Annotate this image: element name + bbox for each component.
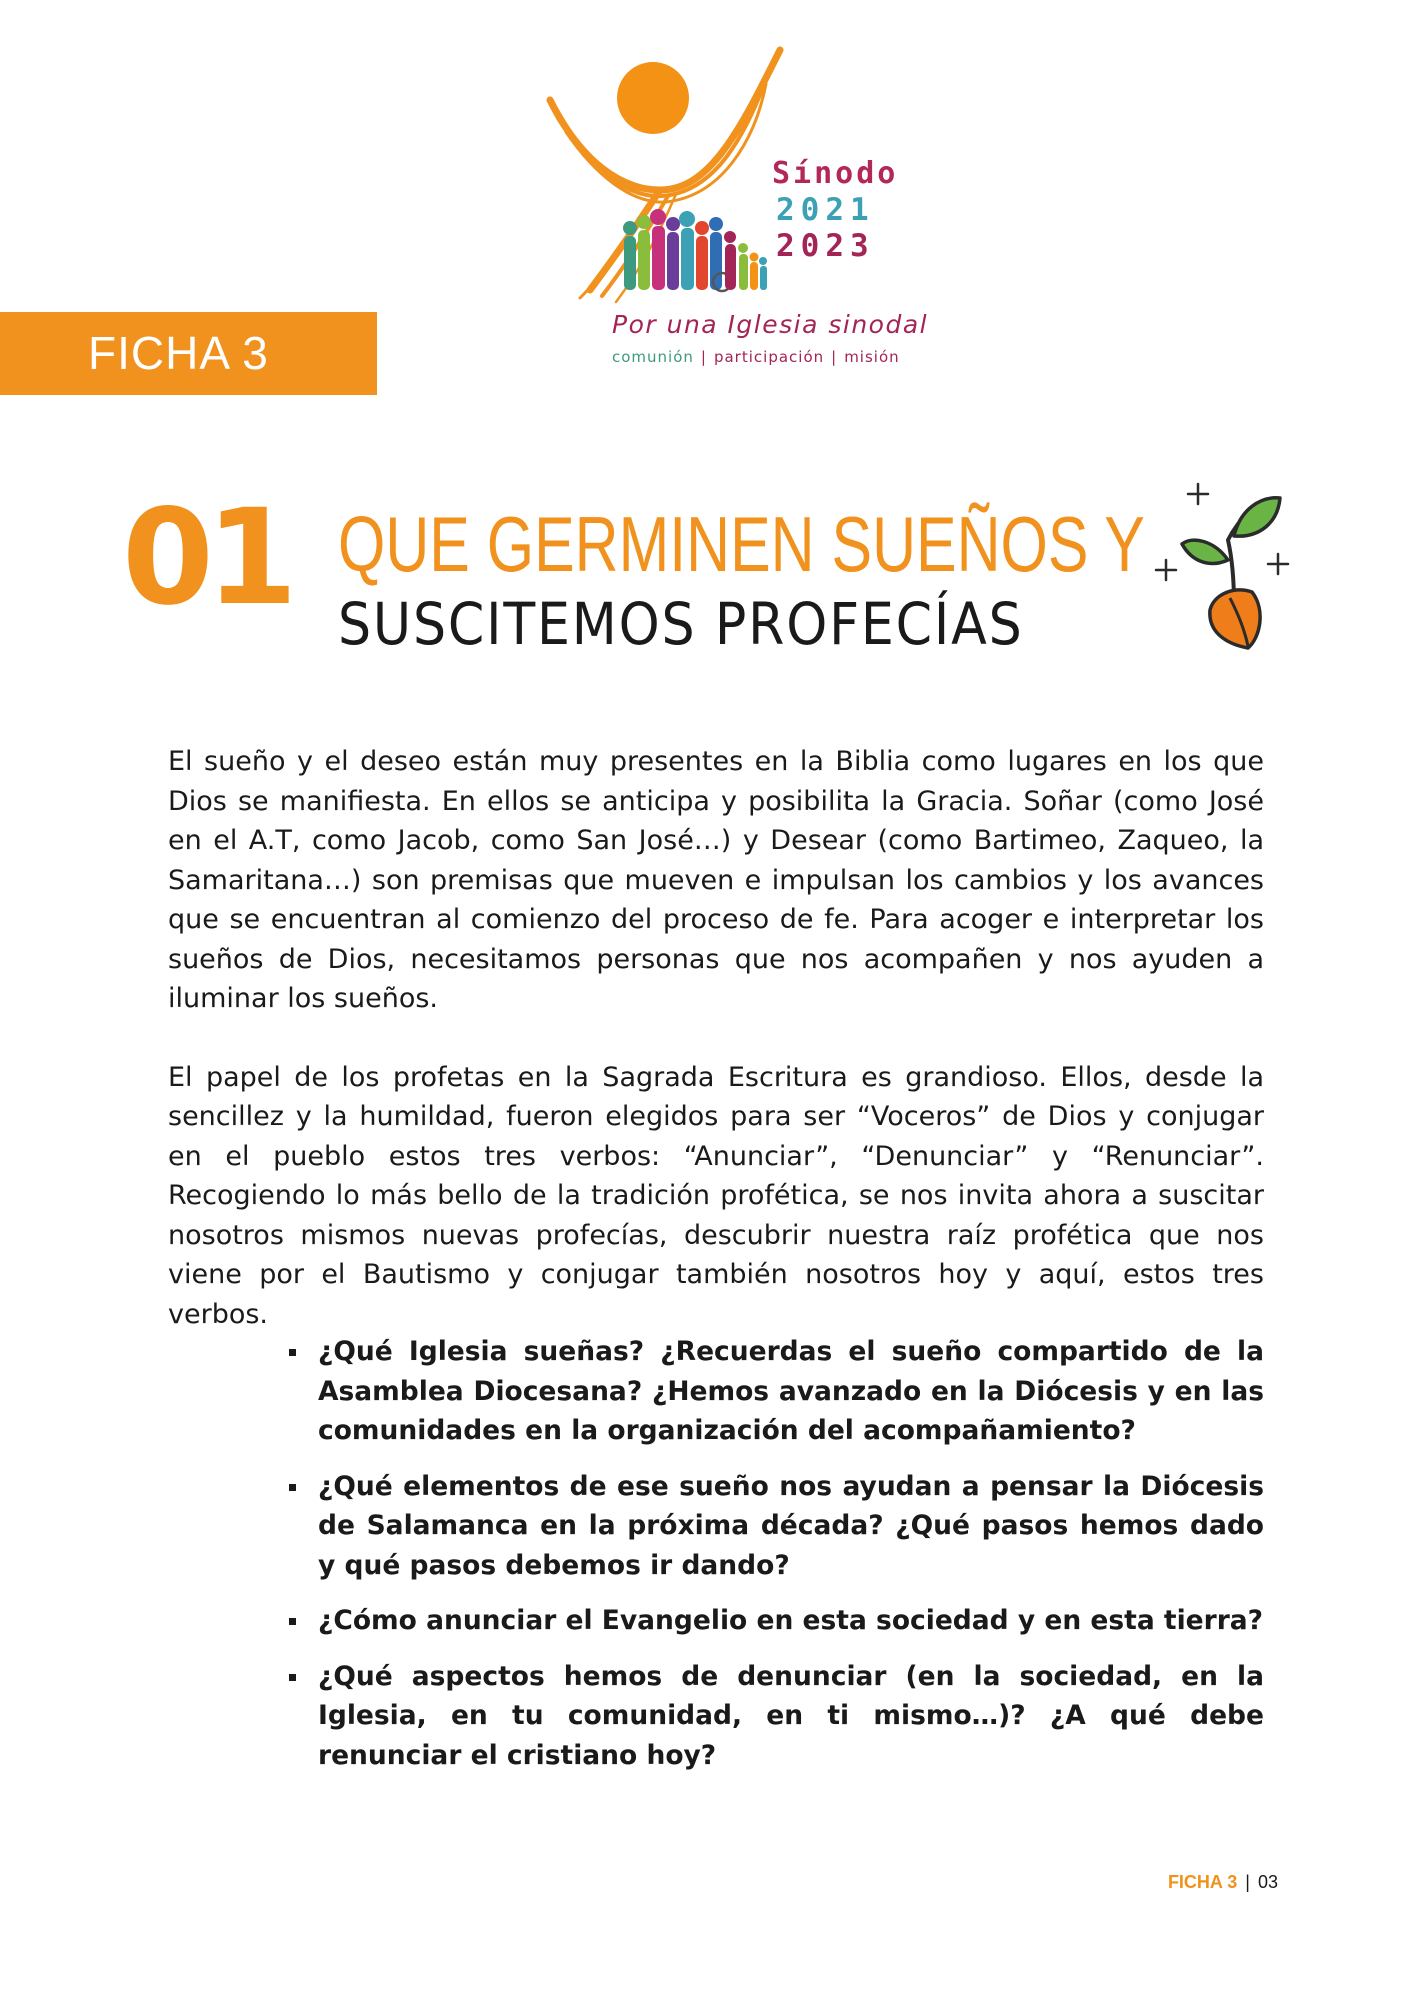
- body-text: [168, 742, 1264, 1373]
- footer-label: FICHA 3: [1167, 1872, 1238, 1892]
- section-title-line2: SUSCITEMOS PROFECÍAS: [338, 590, 1024, 658]
- question-list: [285, 1332, 1264, 1791]
- bullet-icon: [289, 1618, 296, 1625]
- question-text: ¿Cómo anunciar el Evangelio en esta sociedad y en esta tierra?: [318, 1605, 1264, 1636]
- logo-keyword-comunion: comunión: [612, 348, 694, 366]
- question-item: [285, 1657, 1264, 1776]
- page-footer: [1168, 1872, 1278, 1893]
- logo-keyword-separator: |: [831, 348, 838, 366]
- logo-year-start: 2021: [776, 192, 875, 228]
- logo-sun: [617, 62, 689, 134]
- footer-separator: |: [1245, 1872, 1250, 1892]
- sprout-icon: [1148, 478, 1298, 658]
- question-item: [285, 1332, 1264, 1451]
- question-item: [285, 1601, 1264, 1641]
- synod-logo: [540, 40, 930, 380]
- bullet-icon: [289, 1674, 296, 1681]
- question-item: [285, 1467, 1264, 1586]
- logo-people: [623, 209, 767, 291]
- section-title-line1: QUE GERMINEN SUEÑOS Y: [338, 500, 1145, 588]
- logo-keyword-separator: |: [700, 348, 707, 366]
- question-text: ¿Qué elementos de ese sueño nos ayudan a pensar la Diócesis de Salamanca en la próxima década? ¿Qué pasos hemos dado y qué pasos debemos ir dando?: [318, 1470, 1264, 1581]
- question-text: ¿Qué aspectos hemos de denunciar (en la sociedad, en la Iglesia, en tu comunidad, en ti mismo…)? ¿A qué debe renunciar el cristiano hoy?: [318, 1660, 1264, 1771]
- body-paragraph-2: El papel de los profetas en la Sagrada Escritura es grandioso. Ellos, desde la sencillez y la humildad, fueron elegidos para ser “Voceros” de Dios y conjugar en el pueblo estos tres verbos: “Anunciar”, “Denunciar” y “Renunciar”. Recogiendo lo más bello de la tradición profética, se nos invita ahora a suscitar nosotros mismos nuevas profecías, descubrir nuestra raíz profética que nos viene por el Bautismo y conjugar también nosotros hoy y aquí, estos tres verbos.: [168, 1061, 1264, 1330]
- bullet-icon: [289, 1484, 296, 1491]
- logo-sinodo-text: Sínodo: [772, 156, 899, 191]
- bullet-icon: [289, 1349, 296, 1356]
- question-text: ¿Qué Iglesia sueñas? ¿Recuerdas el sueño compartido de la Asamblea Diocesana? ¿Hemos avanzado en la Diócesis y en las comunidades en la organización del acompañamiento?: [318, 1336, 1264, 1446]
- logo-keywords: [612, 348, 900, 366]
- logo-keyword-mision: misión: [844, 348, 900, 366]
- logo-year-end: 2023: [776, 228, 875, 264]
- body-paragraph-1: El sueño y el deseo están muy presentes en la Biblia como lugares en los que Dios se manifiesta. En ellos se anticipa y posibilita la Gracia. Soñar (como José en el A.T, como Jacob, como San José…) y Desear (como Bartimeo, Zaqueo, la Samaritana…) son premisas que mueven e impulsan los cambios y los avances que se encuentran al comienzo del proceso de fe. Para acoger e interpretar los sueños de Dios, necesitamos personas que nos acompañen y nos ayuden a iluminar los sueños.: [168, 746, 1264, 1014]
- logo-keyword-participacion: participación: [713, 348, 825, 366]
- ficha-tab: FICHA 3: [0, 312, 377, 395]
- logo-tagline: Por una Iglesia sinodal: [612, 310, 929, 339]
- page-number: 03: [1257, 1872, 1278, 1892]
- section-number: 01: [122, 481, 290, 635]
